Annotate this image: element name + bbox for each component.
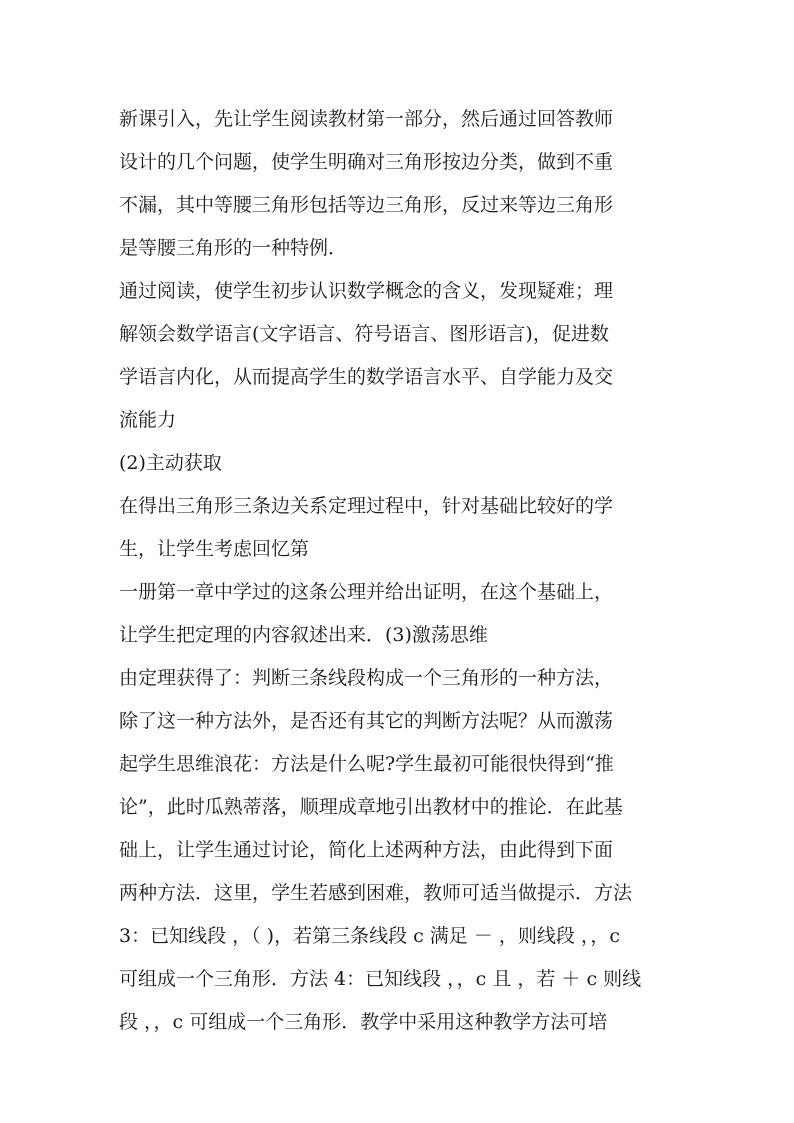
text-line-3: 不漏，其中等腰三角形包括等边三角形，反过来等边三角形 [119, 194, 614, 216]
text-line-12: 一册第一章中学过的这条公理并给出证明，在这个基础上， [119, 581, 614, 603]
text-line-13: 让学生把定理的内容叙述出来．(3)激荡思维 [119, 624, 488, 646]
text-line-10: 在得出三角形三条边关系定理过程中，针对基础比较好的学 [119, 495, 614, 517]
text-line-15: 除了这一种方法外，是否还有其它的判断方法呢？从而激荡 [119, 710, 614, 732]
text-line-20: 3：已知线段 ，（ )，若第三条线段 c 满足 － ，则线段 ，，c [119, 925, 621, 947]
text-line-18: 础上，让学生通过讨论，简化上述两种方法，由此得到下面 [119, 839, 614, 861]
text-line-8: 流能力 [119, 409, 177, 431]
text-line-6: 解领会数学语言(文字语言、符号语言、图形语言)，促进数 [119, 323, 609, 345]
body-text [119, 98, 719, 1044]
text-line-4: 是等腰三角形的一种特例． [119, 237, 348, 259]
text-line-1: 新课引入，先让学生阅读教材第一部分，然后通过回答教师 [119, 108, 614, 130]
text-line-14: 由定理获得了：判断三条线段构成一个三角形的一种方法， [119, 667, 614, 689]
text-line-7: 学语言内化，从而提高学生的数学语言水平、自学能力及交 [119, 366, 614, 388]
text-line-2: 设计的几个问题，使学生明确对三角形按边分类，做到不重 [119, 151, 614, 173]
text-line-17: 论”，此时瓜熟蒂落，顺理成章地引出教材中的推论．在此基 [119, 796, 623, 818]
text-line-21: 可组成一个三角形．方法 4：已知线段 ，，c 且 ，若 ＋ c 则线 [119, 968, 642, 990]
text-line-11: 生，让学生考虑回忆第 [119, 538, 310, 560]
text-line-22: 段 ，，c 可组成一个三角形．教学中采用这种教学方法可培 [119, 1011, 608, 1033]
text-line-5: 通过阅读，使学生初步认识数学概念的含义，发现疑难；理 [119, 280, 614, 302]
section-heading-active-acquisition: (2)主动获取 [119, 452, 222, 474]
text-line-16: 起学生思维浪花：方法是什么呢?学生最初可能很快得到“推 [119, 753, 614, 775]
text-line-19: 两种方法．这里，学生若感到困难，教师可适当做提示．方法 [119, 882, 633, 904]
